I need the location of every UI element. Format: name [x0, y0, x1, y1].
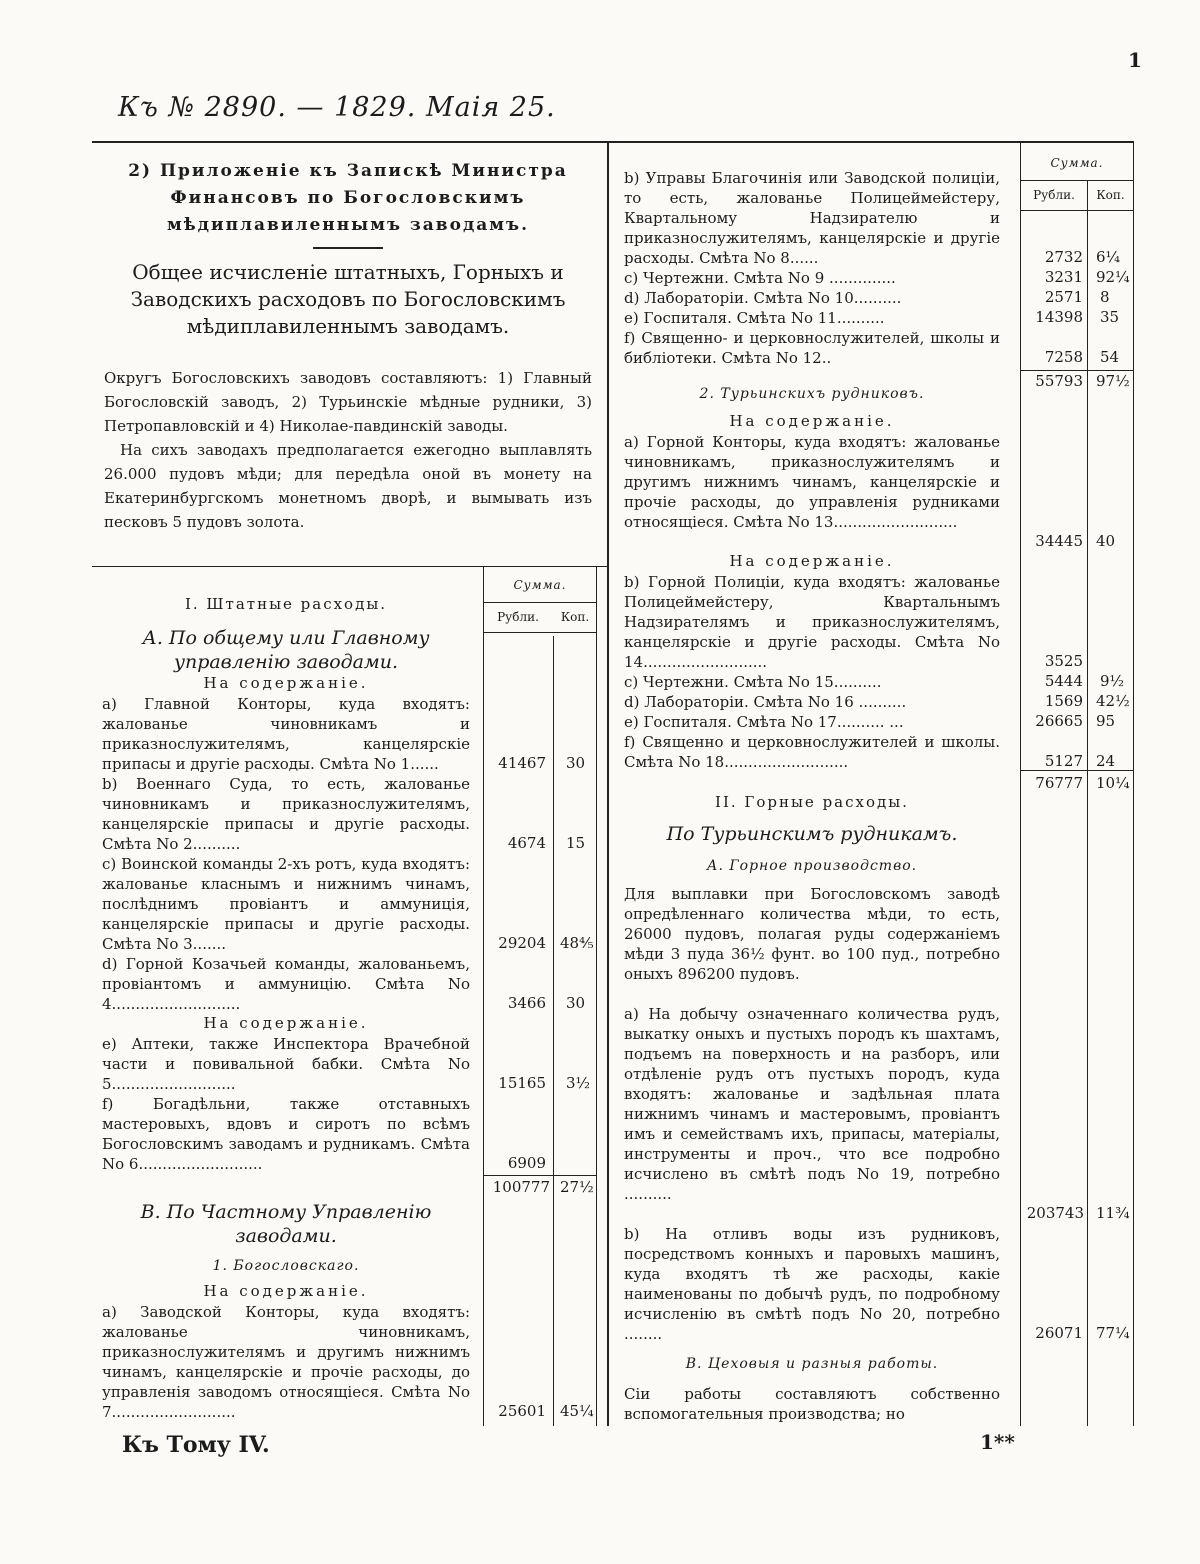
- right-entry-e17-rub: 26665: [1035, 712, 1083, 730]
- right-entry-a13-rub: 34445: [1035, 532, 1083, 550]
- upkeep-label-r1: На содержаніе.: [729, 412, 895, 430]
- left-entry-f: f) Богадѣльни, также отставныхъ мастеровыхъ, вдовъ и сиротъ по всѣмъ Богословскимъ заводамъ и рудникамъ. Смѣта No 6..........................: [102, 1095, 470, 1173]
- left-sum-right: [596, 566, 597, 1426]
- left-entry-a-rub: 41467: [498, 754, 546, 772]
- right-total-2-kop: 10¼: [1096, 774, 1130, 792]
- upkeep-label-a2: На содержаніе.: [203, 1014, 369, 1032]
- right-total-1-rub: 55793: [1035, 372, 1083, 390]
- left-entry-d-rub: 3466: [507, 994, 546, 1012]
- right-col-kop: Коп.: [1096, 188, 1125, 202]
- right-entry-c15: c) Чертежни. Смѣта No 15..........: [624, 673, 882, 691]
- mining-intro: Для выплавки при Богословскомъ заводѣ опредѣленнаго количества мѣди, то есть, 26000 пудовъ, полагая руды содержаніемъ мѣди 3 пуда 36½ фунт. во 100 пуд., потребно оныхъ 896200 пудовъ.: [624, 885, 1000, 983]
- right-entry-b20: b) На отливъ воды изъ рудниковъ, посредствомъ конныхъ и паровыхъ машинъ, куда входятъ тѣ же расходы, какіе наименованы по добычѣ рудъ, по подробному исчисленію въ смѣтѣ подъ No 20, потребно ........: [624, 1225, 1000, 1343]
- right-entry-b8: b) Управы Благочинія или Заводской полиціи, то есть, жалованье Полицеймейстеру, Квартальному Надзирателю и приказнослужителямъ, канцелярскіе и другіе расходы. Смѣта No 8......: [624, 169, 1000, 267]
- right-total-2-rub: 76777: [1035, 774, 1083, 792]
- right-entry-e11-kop: 35: [1100, 308, 1120, 326]
- right-entry-e11-rub: 14398: [1035, 308, 1083, 326]
- right-kop-divider: [1087, 180, 1088, 1426]
- right-total1-rule: [1020, 370, 1133, 371]
- left-entry-b7-kop: 45¼: [560, 1402, 594, 1420]
- section-b-heading: В. По Частному Управленію заводами.: [140, 1201, 432, 1247]
- section-1-label: I. Штатные расходы.: [184, 595, 388, 613]
- right-entry-c9-rub: 3231: [1044, 268, 1083, 286]
- right-col-rub: Рубли.: [1033, 188, 1075, 202]
- left-sum-header-rule2: [483, 632, 597, 633]
- right-entry-c15-rub: 5444: [1044, 672, 1083, 690]
- right-entry-a13-kop: 40: [1096, 532, 1116, 550]
- mining-production-heading: А. Горное производство.: [706, 858, 918, 874]
- right-entry-b8-rub: 2732: [1044, 248, 1083, 266]
- left-entry-c: c) Воинской команды 2-хъ ротъ, куда входятъ: жалованье класнымъ и нижнимъ чинамъ, послѣднимъ провіантъ и аммуниція, канцелярскіе припасы и другіе расходы. Смѣта No 3.......: [102, 855, 470, 953]
- right-entry-d10: d) Лабораторіи. Смѣта No 10..........: [624, 289, 902, 307]
- left-entry-f-rub: 6909: [507, 1154, 546, 1172]
- right-entry-f12-kop: 54: [1100, 348, 1120, 366]
- intro-paragraph-2: На сихъ заводахъ предполагается ежегодно выплавлять 26.000 пудовъ мѣди; для передѣла оной въ монету на Екатеринбургскомъ монетномъ дворѣ, и вымывать изъ песковъ 5 пудовъ золота.: [104, 441, 592, 531]
- right-entry-c9-kop: 92¼: [1096, 268, 1130, 286]
- left-total-rub: 100777: [492, 1178, 550, 1196]
- right-entry-f18-rub: 5127: [1044, 752, 1083, 770]
- right-frame: [1133, 141, 1134, 1426]
- signature-mark: 1**: [980, 1430, 1015, 1454]
- upkeep-label-b: На содержаніе.: [203, 1282, 369, 1300]
- right-entry-a19: a) На добычу означеннаго количества рудъ, выкатку оныхъ и пустыхъ породъ къ шахтамъ, подъемъ на поверхность и на разборъ, или отдѣленіе рудъ отъ пустыхъ породъ, куда входятъ: жалованье и задѣльная плата нижнимъ чинамъ и мастеровымъ, провіантъ имъ и семействамъ ихъ, припасы, матеріалы, инструменты и проч., что все подробно исчислено въ смѣтѣ подъ No 19, потребно ..........: [624, 1005, 1000, 1203]
- turya-mines-heading: По Турьинскимъ рудникамъ.: [666, 823, 958, 845]
- right-col-sum: Сумма.: [1050, 156, 1104, 170]
- right-entry-f18-kop: 24: [1096, 752, 1116, 770]
- intro-text: [104, 366, 592, 534]
- page-header: Къ № 2890. — 1829. Маія 25.: [118, 92, 556, 123]
- right-sum-header-rule: [1020, 180, 1133, 181]
- right-entry-f12: f) Священно- и церковнослужителей, школы и библіотеки. Смѣта No 12..: [624, 329, 1000, 367]
- right-entry-f12-rub: 7258: [1044, 348, 1083, 366]
- right-total-1-kop: 97½: [1096, 372, 1130, 390]
- right-entry-d10-rub: 2571: [1044, 288, 1083, 306]
- left-entry-c-rub: 29204: [498, 934, 546, 952]
- right-entry-c9: c) Чертежни. Смѣта No 9 ..............: [624, 269, 896, 287]
- workshop-text: Сіи работы составляютъ собственно вспомогательныя производства; но: [624, 1385, 1000, 1423]
- right-entry-b20-kop: 77¼: [1096, 1324, 1130, 1342]
- volume-footer: Къ Тому IV.: [122, 1432, 270, 1458]
- page-number: 1: [1128, 48, 1142, 72]
- left-entry-c-kop: 48⅘: [560, 934, 594, 952]
- left-total-rule: [483, 1175, 597, 1176]
- bogoslov-heading: 1. Богословскаго.: [212, 1258, 360, 1274]
- left-entry-a: a) Главной Конторы, куда входятъ: жалованье чиновникамъ и приказнослужителямъ, канцелярскіе припасы и другіе расходы. Смѣта No 1......: [102, 695, 470, 773]
- right-entry-a19-kop: 11¾: [1096, 1204, 1130, 1222]
- appendix-title: 2) Приложеніе къ Запискѣ Министра Финансовъ по Богословскимъ мѣдиплавиленнымъ заводамъ.: [128, 161, 568, 235]
- section-2-label: II. Горные расходы.: [715, 793, 909, 811]
- left-entry-d-kop: 30: [566, 994, 586, 1012]
- left-total-kop: 27½: [560, 1178, 594, 1196]
- top-rule: [92, 141, 1134, 143]
- section-a-heading: А. По общему или Главному управленію заводами.: [142, 627, 430, 673]
- left-col-kop: Коп.: [560, 610, 590, 624]
- left-entry-b7: a) Заводской Конторы, куда входятъ: жалованье чиновникамъ, приказнослужителямъ и другимъ нижнимъ чинамъ, канцелярскіе и прочіе расходы, до управленія заводомъ относящіеся. Смѣта No 7..........................: [102, 1303, 470, 1421]
- left-entry-b-kop: 15: [566, 834, 586, 852]
- right-entry-b14: b) Горной Полиціи, куда входятъ: жалованье Полицеймейстеру, Квартальнымъ Надзирателямъ и приказнослужителямъ, канцелярскіе и другіе расходы. Смѣта No 14..........................: [624, 573, 1000, 671]
- left-entry-d: d) Горной Козачьей команды, жалованьемъ, провіантомъ и аммуницію. Смѣта No 4...........................: [102, 955, 470, 1013]
- left-kop-divider: [553, 636, 554, 1426]
- left-entry-b-rub: 4674: [507, 834, 546, 852]
- left-entry-e: e) Аптеки, также Инспектора Врачебной части и повивальной бабки. Смѣта No 5..........................: [102, 1035, 470, 1093]
- estimate-subtitle: Общее исчисленіе штатныхъ, Горныхъ и Заводскихъ расходовъ по Богословскимъ мѣдиплавиленнымъ заводамъ.: [130, 260, 566, 338]
- right-entry-e11: e) Госпиталя. Смѣта No 11..........: [624, 309, 885, 327]
- left-entry-e-rub: 15165: [498, 1074, 546, 1092]
- left-entry-e-kop: 3½: [566, 1074, 591, 1092]
- workshop-heading: В. Цеховыя и разныя работы.: [685, 1356, 939, 1372]
- left-col-sum: Сумма.: [513, 578, 567, 592]
- turya-heading: 2. Турьинскихъ рудниковъ.: [699, 386, 925, 402]
- center-divider: [607, 141, 609, 1426]
- right-entry-b8-kop: 6¼: [1096, 248, 1121, 266]
- right-entry-d16: d) Лабораторіи. Смѣта No 16 ..........: [624, 693, 907, 711]
- right-entry-d16-kop: 42½: [1096, 692, 1130, 710]
- appendix-title-block: [100, 158, 596, 340]
- right-entry-c15-kop: 9½: [1100, 672, 1125, 690]
- right-entry-d10-kop: 8: [1100, 288, 1110, 306]
- right-entry-e17-kop: 95: [1096, 712, 1116, 730]
- section-2-title: [622, 788, 1002, 812]
- right-entry-b20-rub: 26071: [1035, 1324, 1083, 1342]
- section-1-title: [100, 590, 472, 614]
- left-entry-b: b) Военнаго Суда, то есть, жалованье чиновникамъ и приказнослужителямъ, канцелярскіе припасы и другіе расходы. Смѣта No 2..........: [102, 775, 470, 853]
- left-col-rub: Рубли.: [497, 610, 539, 624]
- left-sum-header-rule: [483, 602, 597, 603]
- left-block-rule: [92, 566, 607, 567]
- right-entry-a13: a) Горной Конторы, куда входятъ: жалованье чиновникамъ, приказнослужителямъ и другимъ нижнимъ чинамъ, канцелярскіе и прочіе расходы, до управленія рудниками относящіеся. Смѣта No 13..........................: [624, 433, 1000, 531]
- right-total2-rule: [1020, 770, 1133, 771]
- intro-paragraph-1: Округъ Богословскихъ заводовъ составляютъ: 1) Главный Богословскій заводъ, 2) Турьинскіе мѣдные рудники, 3) Петропавловскій и 4) Николае-павдинскій заводы.: [104, 369, 592, 435]
- right-entry-f18: f) Священно и церковнослужителей и школы. Смѣта No 18..........................: [624, 733, 1000, 771]
- right-entry-e17: e) Госпиталя. Смѣта No 17.......... ...: [624, 713, 904, 731]
- right-entry-a19-rub: 203743: [1026, 1204, 1084, 1222]
- left-entry-b7-rub: 25601: [498, 1402, 546, 1420]
- right-entry-d16-rub: 1569: [1044, 692, 1083, 710]
- upkeep-label-a: На содержаніе.: [203, 674, 369, 692]
- title-separator: [313, 247, 383, 249]
- left-entry-a-kop: 30: [566, 754, 586, 772]
- right-sum-header-rule2: [1020, 210, 1133, 211]
- upkeep-label-r2: На содержаніе.: [729, 552, 895, 570]
- right-entry-b14-rub: 3525: [1044, 652, 1083, 670]
